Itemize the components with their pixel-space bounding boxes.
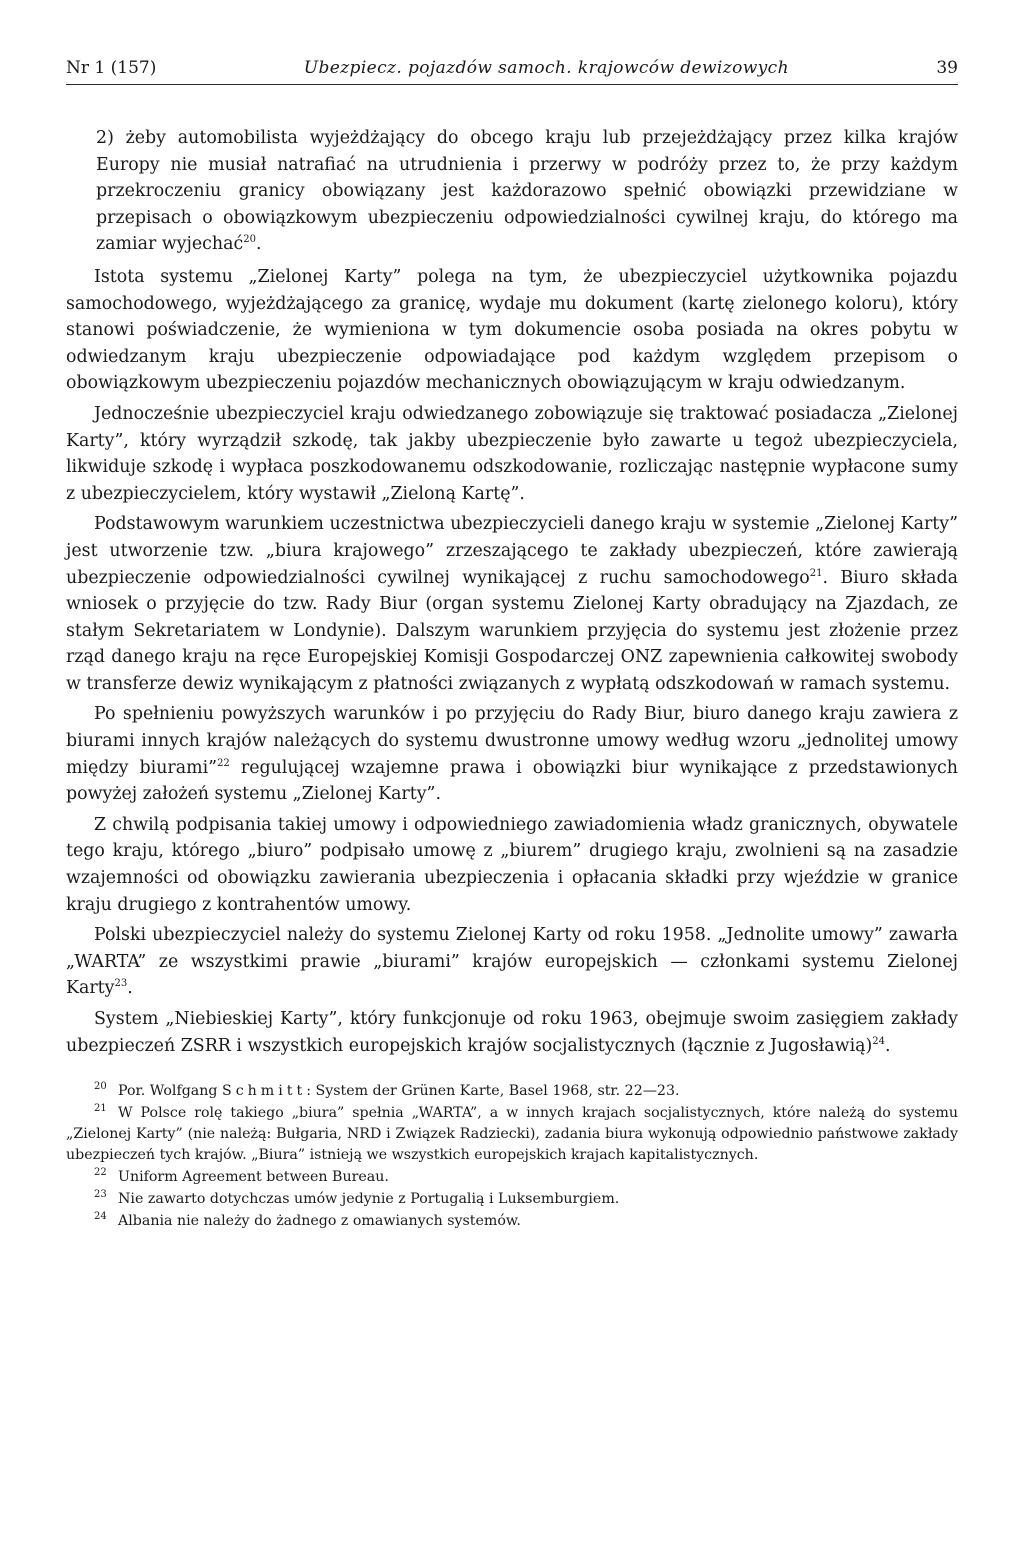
footnote-23-text: Nie zawarto dotychczas umów jedynie z Portugalią i Luksemburgiem. [118, 1191, 620, 1208]
footnote-21-text: W Polsce rolę takiego „biura” spełnia „WARTA”, a w innych krajach socjalistycznych, które należą do systemu „Zielonej Karty” (nie należą: Bułgaria, NRD i Związek Radziecki), zadania biura wykonują odpowiednio państwowe zakłady ubezpieczeń tych krajów. „Biura” istnieją we wszystkich europejskich krajach kapitalistycznych. [66, 1105, 958, 1164]
paragraph-7 [66, 1006, 958, 1059]
footnote-ref-24[interactable]: 24 [872, 1035, 886, 1047]
issue-number: Nr 1 (157) [66, 58, 157, 78]
footnote-ref-21[interactable]: 21 [809, 567, 823, 579]
footnote-22-text: Uniform Agreement between Bureau. [118, 1169, 389, 1186]
footnote-22: 22 Uniform Agreement between Bureau. [94, 1167, 389, 1186]
paragraph-5: Z chwilą podpisania takiej umowy i odpowiedniego zawiadomienia władz granicznych, obywatele tego kraju, którego „biuro” podpisało umowę z „biurem” drugiego kraju, zwolnieni są na zasadzie wzajemności od obowiązku zawierania ubezpieczenia i opłacania składki przy wjeździe w granice kraju drugiego z kontrahentów umowy. [66, 814, 958, 915]
footnote-ref-22[interactable]: 22 [217, 757, 230, 769]
paragraph-4-part-b: regulującej wzajemne prawa i obowiązki biur wynikające z przedstawionych powyżej założeń systemu „Zielonej Karty”. [66, 757, 958, 805]
footnote-20-text-b: : System der Grünen Karte, Basel 1968, str. 22—23. [306, 1083, 680, 1100]
paragraph-1: Istota systemu „Zielonej Karty” polega na tym, że ubezpieczyciel użytkownika pojazdu samochodowego, wyjeżdżającego za granicę, wydaje mu dokument (kartę zielonego koloru), który stanowi poświadczenie, że wymieniona w tym dokumencie osoba posiada na okres pobytu w odwiedzanym kraju ubezpieczenie odpowiadające pod każdym względem przepisom o obowiązkowym ubezpieczeniu pojazdów mechanicznych obowiązującym w kraju odwiedzanym. [66, 266, 958, 394]
footnote-ref-20[interactable]: 20 [243, 234, 256, 246]
paragraph-7-part-a: System „Niebieskiej Karty”, który funkcjonuje od roku 1963, obejmuje swoim zasięgiem zakłady ubezpieczeń ZSRR i wszystkich europejskich krajów socjalistycznych (łącznie z Jugosławią) [66, 1009, 958, 1056]
running-head [66, 58, 958, 85]
footnote-21: 21 W Polsce rolę takiego „biura” spełnia „WARTA”, a w innych krajach socjalistycznych, które należą do systemu „Zielonej Karty” (nie należą: Bułgaria, NRD i Związek Radziecki), zadania biura wykonują odpowiednio państwowe zakłady ubezpieczeń tych krajów. „Biura” istnieją we wszystkich europejskich krajach kapitalistycznych. [66, 1103, 958, 1164]
paragraph-3 [66, 511, 958, 697]
footnote-20-author: Schmitt [221, 1083, 307, 1100]
page-number: 39 [936, 58, 958, 78]
paragraph-3-part-a: Podstawowym warunkiem uczestnictwa ubezpieczycieli danego kraju w systemie „Zielonej Karty” jest utworzenie tzw. „biura krajowego” zrzeszającego te zakłady ubezpieczeń, które zawierają ubezpieczenie odpowiedzialności cywilnej wynikającej z ruchu samochodowego [66, 514, 958, 588]
paragraph-2: Jednocześnie ubezpieczyciel kraju odwiedzanego zobowiązuje się traktować posiadacza „Zielonej Karty”, który wyrządził szkodę, tak jakby ubezpieczenie było zawarte u tegoż ubezpieczyciela, likwiduje szkodę i wypłaca poszkodowanemu odszkodowanie, rozliczając następnie wypłacone sumy z ubezpieczycielem, który wystawił „Zieloną Kartę”. [66, 403, 958, 504]
paragraph-7-part-b: . [885, 1035, 891, 1056]
footnote-24-text: Albania nie należy do żadnego z omawianych systemów. [118, 1213, 521, 1230]
paragraph-6-part-b: . [127, 978, 133, 999]
paragraph-3-part-b: . Biuro składa wniosek o przyjęcie do tzw. Rady Biur (organ systemu Zielonej Karty obradujący na Zjazdach, ze stałym Sekretariatem w Londynie). Dalszym warunkiem przyjęcia do systemu jest złożenie przez rząd danego kraju na ręce Europejskiej Komisji Gospodarczej ONZ zapewnienia całkowitej swobody w transferze dewiz wynikającym z płatności związanych z wypłatą odszkodowań w ramach systemu. [66, 567, 958, 694]
running-title: Ubezpiecz. pojazdów samoch. krajowców dewizowych [303, 58, 789, 78]
footnote-20: 20 Por. Wolfgang Schmitt: System der Grünen Karte, Basel 1968, str. 22—23. [94, 1081, 680, 1100]
list-item-2-tail: . [255, 234, 262, 255]
footnote-24: 24 Albania nie należy do żadnego z omawianych systemów. [94, 1211, 521, 1230]
footnotes [66, 1081, 958, 1232]
paragraph-4 [66, 701, 958, 807]
list-item-2-text: 2) żeby automobilista wyjeżdżający do obcego kraju lub przejeżdżający przez kilka krajów Europy nie musiał natrafiać na utrudnienia i przerwy w podróży przez to, że przy każdym przekroczeniu granicy obowiązany jest każdorazowo spełnić obowiązki przewidziane w przepisach o obowiązkowym ubezpieczeniu odpowiedzialności cywilnej kraju, do którego ma zamiar wyjechać [96, 128, 958, 255]
footnote-20-text-a: Por. Wolfgang [118, 1083, 222, 1100]
paragraph-6-part-a: Polski ubezpieczyciel należy do systemu Zielonej Karty od roku 1958. „Jednolite umowy” zawarła „WARTA” ze wszystkimi prawie „biurami” krajów europejskich — członkami systemu Zielonej Karty [66, 925, 958, 999]
footnote-23: 23 Nie zawarto dotychczas umów jedynie z Portugalią i Luksemburgiem. [94, 1189, 620, 1208]
paragraph-6 [66, 922, 958, 1002]
list-item-2 [66, 125, 958, 258]
footnote-ref-23[interactable]: 23 [114, 978, 128, 990]
page [66, 58, 958, 1233]
paragraph-4-part-a: Po spełnieniu powyższych warunków i po przyjęciu do Rady Biur, biuro danego kraju zawiera z biurami innych krajów należących do systemu dwustronne umowy według wzoru „jednolitej umowy między biurami” [66, 704, 958, 778]
